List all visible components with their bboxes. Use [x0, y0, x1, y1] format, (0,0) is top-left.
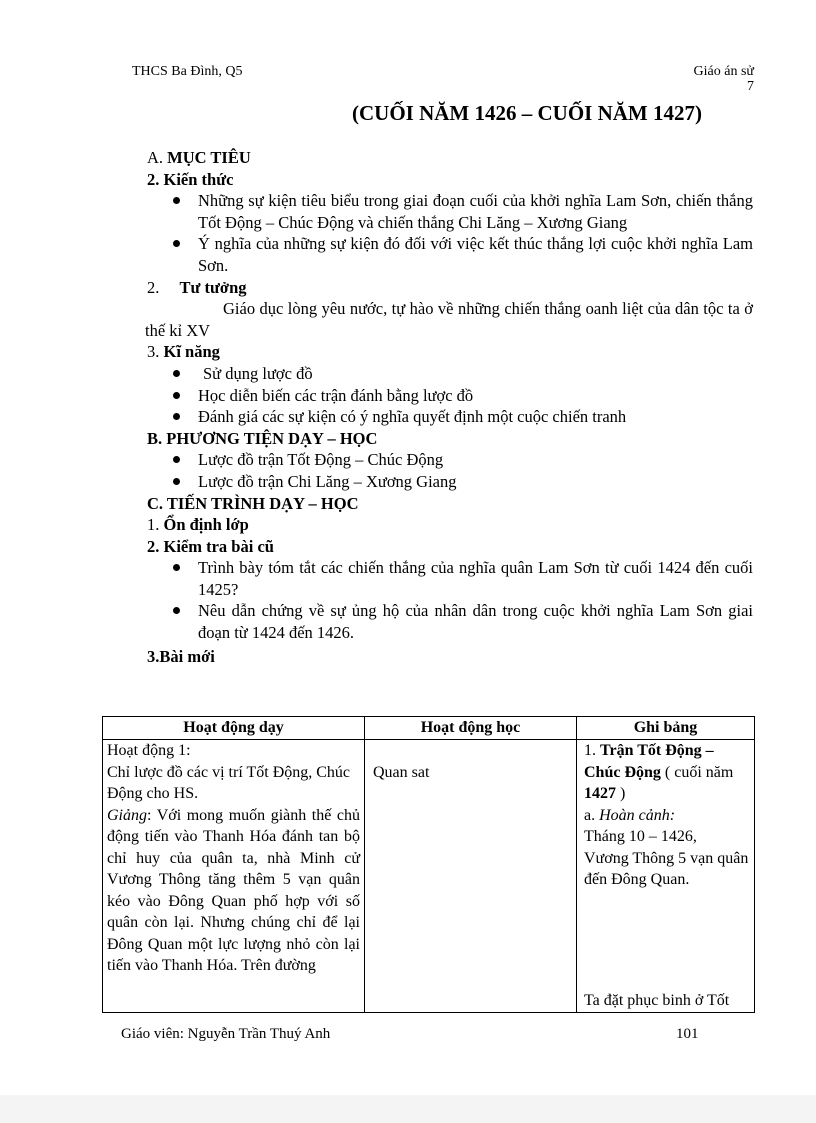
board-context-line1: Tháng 10 – 1426, — [584, 828, 697, 845]
board-heading-year: 1427 — [584, 785, 616, 802]
section-a-prefix: A. — [147, 148, 164, 167]
c1-heading — [147, 514, 753, 536]
section-b-list — [198, 449, 753, 492]
list-item-text: Nêu dẫn chứng về sự ủng hộ của nhân dân trong cuộc khởi nghĩa Lam Sơn giai đoạn từ 1424 đến 1426. — [198, 601, 753, 643]
board-heading-close: ) — [616, 785, 626, 802]
student-cell — [365, 740, 577, 1013]
bullet-icon — [173, 370, 180, 377]
school-name: THCS Ba Đình, Q5 — [132, 64, 243, 79]
board-heading-num: 1. — [584, 742, 596, 759]
thought-text: Giáo dục lòng yêu nước, tự hào về những chiến thắng oanh liệt của dân tộc ta ở thế kỉ XV — [145, 299, 753, 340]
board-cell — [577, 740, 755, 1013]
c2-heading: 2. Kiểm tra bài cũ — [147, 536, 274, 556]
list-item — [198, 190, 753, 233]
skills-title: Kĩ năng — [163, 342, 220, 362]
c1-num: 1. — [147, 515, 160, 535]
section-c-heading: C. TIẾN TRÌNH DẠY – HỌC — [147, 493, 359, 513]
bullet-icon — [173, 456, 180, 463]
board-context-line2: Vương Thông 5 vạn quân đến Đông Quan. — [584, 849, 749, 888]
list-item — [198, 449, 753, 471]
section-b-heading: B. PHƯƠNG TIỆN DẠY – HỌC — [147, 428, 378, 448]
list-item-text: Lược đồ trận Tốt Động – Chúc Động — [198, 450, 444, 470]
list-item-text: Sử dụng lược đồ — [203, 363, 313, 383]
lesson-table — [102, 716, 755, 1013]
lesson-body — [147, 147, 753, 667]
skills-num: 3. — [147, 342, 160, 362]
list-item — [198, 233, 753, 276]
bullet-icon — [173, 607, 180, 614]
section-a-title: MỤC TIÊU — [167, 148, 251, 167]
bullet-icon — [173, 564, 180, 571]
board-context-label — [584, 805, 750, 827]
lecture-label: Giảng — [107, 806, 147, 824]
list-item — [198, 385, 753, 407]
doc-type-line1: Giáo án sử — [693, 64, 754, 79]
bullet-icon — [173, 240, 180, 247]
skills-list — [198, 363, 753, 428]
footer-teacher: Giáo viên: Nguyễn Trần Thuý Anh — [121, 1026, 331, 1042]
list-item — [198, 557, 753, 600]
bullet-icon — [173, 392, 180, 399]
list-item-text: Đánh giá các sự kiện có ý nghĩa quyết định một cuộc chiến tranh — [198, 407, 627, 427]
c2-list — [198, 557, 753, 643]
page-bottom-strip — [0, 1095, 816, 1123]
bullet-icon — [173, 478, 180, 485]
table-header-row — [103, 717, 755, 740]
bullet-icon — [173, 197, 180, 204]
list-item — [198, 471, 753, 493]
list-item-text: Ý nghĩa của những sự kiện đó đối với việc kết thúc thắng lợi cuộc khởi nghĩa Lam Sơn. — [198, 234, 753, 275]
list-item — [198, 406, 753, 428]
lecture-text — [107, 805, 360, 977]
thought-heading — [147, 277, 753, 299]
section-a-heading — [147, 147, 753, 169]
activity-instruction: Chỉ lược đồ các vị trí Tốt Động, Chúc Động cho HS. — [107, 763, 351, 802]
knowledge-list — [198, 190, 753, 276]
board-heading-title: Trận Tốt Động – Chúc Động — [584, 742, 714, 781]
col-header-student: Hoạt động học — [365, 717, 577, 740]
student-activity: Quan sat — [373, 763, 430, 781]
skills-heading — [147, 341, 753, 363]
c1-title: Ổn định lớp — [163, 515, 249, 535]
list-item — [198, 363, 753, 385]
bullet-icon — [173, 413, 180, 420]
board-heading-tail: ( cuối năm — [660, 763, 734, 781]
col-header-board: Ghi bảng — [577, 717, 755, 740]
board-context-italic: Hoàn cảnh: — [599, 806, 676, 824]
thought-num: 2. — [147, 277, 160, 297]
list-item-text: Những sự kiện tiêu biểu trong giai đoạn cuối của khởi nghĩa Lam Sơn, chiến thắng Tốt Động – Chúc Động và chiến thắng Chi Lăng – Xương Giang — [198, 191, 753, 232]
list-item-text: Học diễn biến các trận đánh bằng lược đồ — [198, 385, 474, 405]
page-number: 101 — [676, 1026, 699, 1042]
table-row — [103, 740, 755, 1013]
thought-title: Tư tưởng — [179, 277, 247, 297]
lecture-body: : Với mong muốn giành thế chủ động tiến vào Thanh Hóa đánh tan bộ chỉ huy của quân ta, nhà Minh cử Vương Thông tăng thêm 5 vạn quân kéo vào Đông Quan phố hợp với số quân còn lại. Nhưng chúng chỉ để lại Đông Quan một lực lượng nhỏ còn lại tiến vào Thanh Hóa. Trên đường — [107, 806, 360, 974]
knowledge-heading: 2. Kiến thức — [147, 169, 234, 189]
list-item-text: Lược đồ trận Chi Lăng – Xương Giang — [198, 471, 457, 491]
list-item — [198, 600, 753, 643]
list-item-text: Trình bày tóm tắt các chiến thắng của nghĩa quân Lam Sơn từ cuối 1424 đến cuối 1425? — [198, 558, 753, 599]
board-heading — [584, 740, 750, 805]
board-context-prefix: a. — [584, 806, 600, 824]
doc-type-line2: 7 — [747, 79, 754, 94]
c3-heading: 3.Bài mới — [147, 646, 215, 666]
teacher-cell — [103, 740, 365, 1013]
doc-type — [676, 64, 754, 95]
col-header-teacher: Hoạt động dạy — [103, 717, 365, 740]
board-ambush: Ta đặt phục binh ở Tốt — [584, 991, 730, 1009]
page-title: (CUỐI NĂM 1426 – CUỐI NĂM 1427) — [352, 101, 702, 125]
activity-label: Hoạt động 1: — [107, 742, 191, 759]
